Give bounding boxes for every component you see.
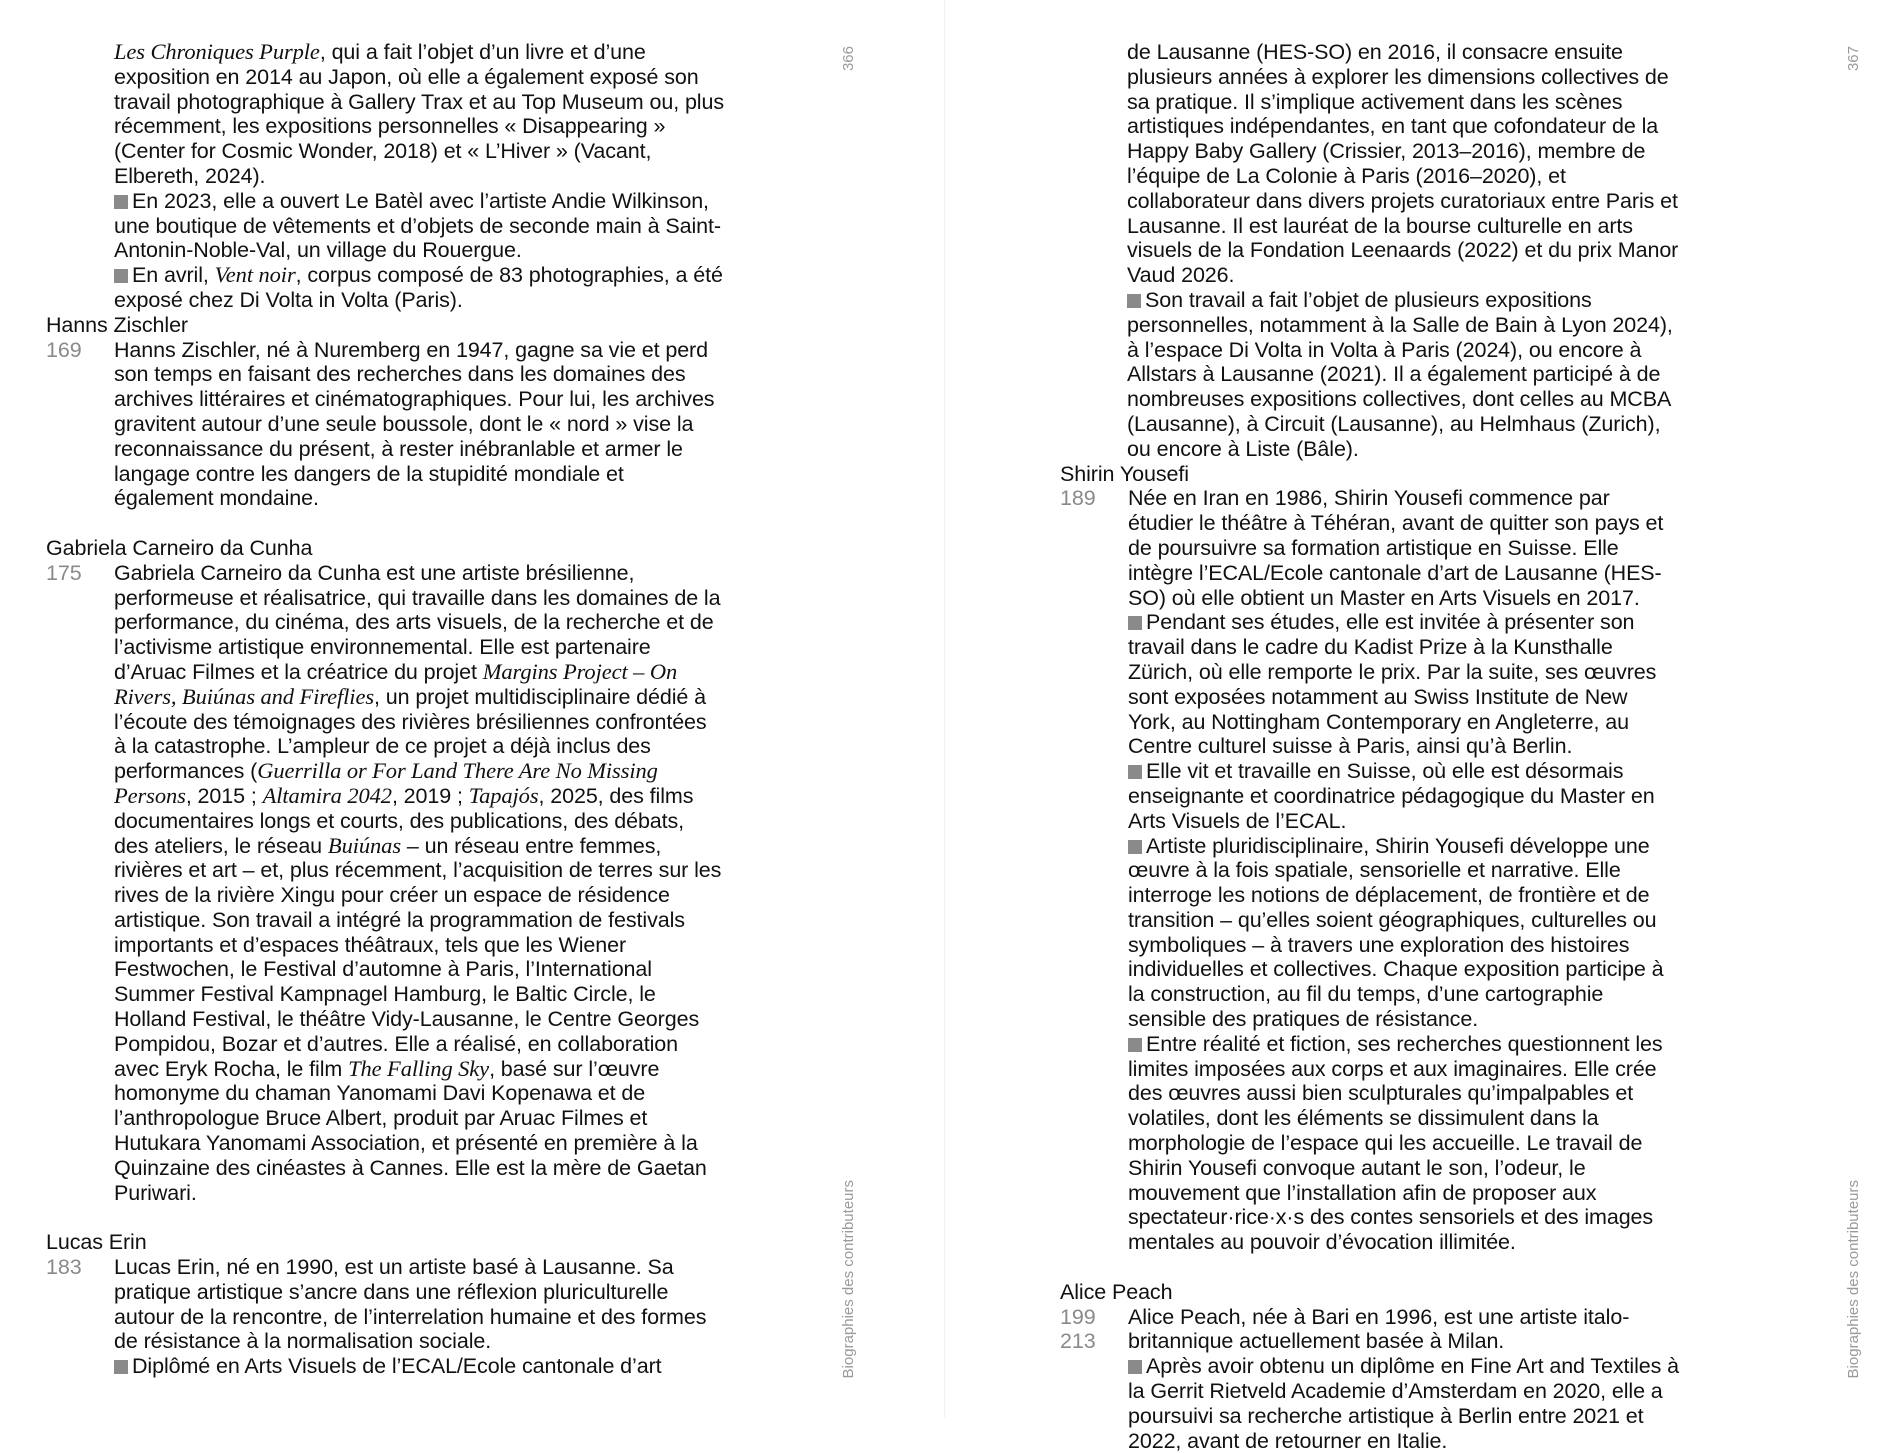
right-page [945,0,1890,1453]
entry-body [1128,1305,1680,1453]
paragraph [1128,759,1680,833]
paragraph-square-icon [1127,294,1141,308]
text-run: Artiste pluridisciplinaire, Shirin Yousefi développe une œuvre à la fois spatiale, sensorielle et narrative. Elle interroge les notions de déplacement, de frontière et de transition – qu’elles soient géographiques, culturelles ou symboliques – à travers une exploration des histoires individuelles et collectives. Chaque exposition participe à la construction, au fil du temps, d’une cartographie sensible des pratiques de résistance. [1128,833,1664,1032]
paragraph-square-icon [114,195,128,209]
paragraph-square-icon [1128,616,1142,630]
italic-title: Vent noir [214,262,296,288]
text-run: , 2015 ; [185,783,263,808]
text-run: , 2019 ; [391,783,469,808]
paragraph [114,338,724,512]
paragraph-square-icon [114,1360,128,1374]
contributor-entry [1060,462,1680,1256]
italic-title: Margins Project – On Rivers, Buiúnas and Fireflies [114,658,678,709]
text-run: , basé sur l’œuvre homonyme du chaman Yanomami Davi Kopenawa et de l’anthropologue Bruce Albert, produit par Aruac Filmes et Hutukara Yanomami Association, et présenté en première à la Quinzaine des cinéastes à Cannes. Elle est la mère de Gaetan Puriwari. [114,1056,707,1205]
paragraph [1127,40,1680,288]
right-text-column [1060,40,1680,1453]
entry-body [1127,40,1680,462]
paragraph [114,263,724,313]
italic-title: Altamira 2042 [262,782,392,808]
continuation-entry [1060,40,1680,462]
entry-body [114,1255,724,1379]
paragraph [114,40,724,189]
right-entries [1060,462,1680,1453]
contributor-name: Alice Peach [1060,1279,1173,1304]
paragraph [1128,1032,1680,1255]
text-run: , un projet multidisciplinaire dédié à l’écoute des témoignages des rivières brésiliennes confrontées à la catastrophe. L’ampleur de ce projet a déjà inclus des performances ( [114,684,707,784]
paragraph [114,561,724,1206]
text-run: de Lausanne (HES-SO) en 2016, il consacre ensuite plusieurs années à explorer les dimensions collectives de sa pratique. Il s’implique activement dans les scènes artistiques indépendantes, en tant que cofondateur de la Happy Baby Gallery (Crissier, 2013–2016), membre de l’équipe de La Colonie à Paris (2016–2020), et collaborateur dans divers projets curatoriaux entre Paris et Lausanne. Il est lauréat de la bourse culturelle en arts visuels de la Fondation Leenaards (2022) et du prix Manor Vaud 2026. [1127,40,1679,288]
text-run: , corpus composé de 83 photographies, a été exposé chez Di Volta in Volta (Paris). [114,263,723,312]
text-run: Gabriela Carneiro da Cunha est une artiste brésilienne, performeuse et réalisatrice, qui travaille dans les domaines de la performance, du cinéma, des arts visuels, de la recherche et de l’activisme artistique environnemental. Elle est partenaire d’Aruac Filmes et la créatrice du projet [114,560,721,684]
page-reference: 169 [46,337,82,362]
paragraph-square-icon [1128,1360,1142,1374]
italic-title: Buiúnas [327,832,401,858]
entry-body [114,338,724,512]
contributor-name: Shirin Yousefi [1060,461,1189,486]
left-text-column [46,40,724,1379]
left-entries [46,313,724,1379]
text-run: – un réseau entre femmes, rivières et art – et, plus récemment, l’acquisition de terres sur les rives de la rivière Xingu pour créer un espace de résidence artistique. Son travail a intégré la programmation de festivals importants et d’espaces théâtraux, tels que les Wiener Festwochen, le Festival d’automne à Paris, l’International Summer Festival Kampnagel Hamburg, le Baltic Circle, le Holland Festival, le théâtre Vidy-Lausanne, le Centre Georges Pompidou, Bozar et d’autres. Elle a réalisé, en collaboration avec Eryk Rocha, le film [114,833,722,1081]
page-references [46,1255,114,1379]
continuation-entry [46,40,724,313]
entry-body [1128,486,1680,1255]
contributor-entry [46,313,724,511]
contributor-name: Hanns Zischler [46,312,188,337]
text-run: , 2025, des films documentaires longs et courts, des publications, des débats, des ateliers, le réseau [114,783,694,858]
text-run: Son travail a fait l’objet de plusieurs expositions personnelles, notamment à la Salle de Bain à Lyon 2024), à l’espace Di Volta in Volta à Paris (2024), ou encore à Allstars à Lausanne (2021). Il a également participé à de nombreuses expositions collectives, dont celles au MCBA (Lausanne), à Circuit (Lausanne), au Helmhaus (Zurich), ou encore à Liste (Bâle). [1127,287,1673,461]
italic-title: Les Chroniques Purple [114,39,320,64]
text-run: , qui a fait l’objet d’un livre et d’une exposition en 2014 au Japon, où elle a également exposé son travail photographique à Gallery Trax et au Top Museum ou, plus récemment, les expositions personnelles « Disappearing » (Center for Cosmic Wonder, 2018) et « L’Hiver » (Vacant, Elbereth, 2024). [114,40,724,188]
page-references [46,561,114,1206]
text-run: Alice Peach, née à Bari en 1996, est une artiste italo-britannique actuellement basée à Milan. [1128,1304,1630,1354]
page-reference: 183 [46,1255,82,1280]
contributor-name: Gabriela Carneiro da Cunha [46,535,313,560]
left-page [0,0,945,1418]
entry-body [114,561,724,1206]
italic-title: Tapajós [468,782,539,808]
page-references [1060,486,1128,1255]
paragraph [114,189,724,263]
paragraph-square-icon [1128,765,1142,779]
paragraph [1128,1305,1680,1355]
page-number: 366 [840,46,857,72]
contributor-name: Lucas Erin [46,1230,147,1255]
paragraph [1128,610,1680,759]
text-run: Entre réalité et fiction, ses recherches questionnent les limites imposées aux corps et aux imaginaires. Elle crée des œuvres aussi bien sculpturales qu’impalpables et volatiles, dont les éléments se dissimulent dans la morphologie de l’espace qui les accueille. Le travail de Shirin Yousefi convoque autant le son, l’odeur, le mouvement que l’installation afin de proposer aux spectateur·rice·x·s des contes sensoriels et des images mentales au pouvoir d’évocation illimitée. [1128,1031,1663,1255]
text-run: Lucas Erin, né en 1990, est un artiste basé à Lausanne. Sa pratique artistique s’ancre dans une réflexion pluriculturelle autour de la rencontre, de l’interrelation humaine et des formes de résistance à la normalisation sociale. [114,1255,707,1354]
contributor-entry [1060,1280,1680,1453]
paragraph [1128,486,1680,610]
paragraph-square-icon [114,269,128,283]
italic-title: The Falling Sky [348,1055,490,1081]
text-run: En avril, [132,263,215,288]
text-run: Elle vit et travaille en Suisse, où elle est désormais enseignante et coordinatrice pédagogique du Master en Arts Visuels de l’ECAL. [1128,759,1655,833]
italic-title: Guerrilla or For Land There Are No Missing Persons [114,758,658,808]
page-number: 367 [1845,46,1862,72]
text-run: Née en Iran en 1986, Shirin Yousefi commence par étudier le théâtre à Téhéran, avant de quitter son pays et de poursuivre sa formation artistique en Suisse. Elle intègre l’ECAL/Ecole cantonale d’art de Lausanne (HES-SO) où elle obtient un Master en Arts Visuels en 2017. [1128,486,1664,610]
paragraph [1128,834,1680,1032]
paragraph [114,1354,724,1379]
paragraph [1127,288,1680,462]
running-title: Biographies des contributeurs [840,1179,857,1378]
paragraph [114,1255,724,1354]
paragraph-square-icon [1128,1038,1142,1052]
contributor-entry [46,1230,724,1379]
page-reference: 213 [1060,1329,1096,1354]
text-run: Après avoir obtenu un diplôme en Fine Art and Textiles à la Gerrit Rietveld Academie d’Amsterdam en 2020, elle a poursuivi sa recherche artistique à Berlin entre 2021 et 2022, avant de retourner en Italie. [1128,1354,1680,1453]
paragraph [1128,1354,1680,1453]
page-reference: 199 [1060,1304,1096,1329]
contributor-entry [46,536,724,1206]
text-run: En 2023, elle a ouvert Le Batèl avec l’artiste Andie Wilkinson, une boutique de vêtements et d’objets de seconde main à Saint-Antonin-Noble-Val, un village du Rouergue. [114,188,721,263]
running-title: Biographies des contributeurs [1845,1179,1862,1378]
page-references [46,338,114,512]
page-reference: 189 [1060,486,1096,511]
text-run: Hanns Zischler, né à Nuremberg en 1947, gagne sa vie et perd son temps en faisant des recherches dans les domaines des archives littéraires et cinématographiques. Pour lui, les archives gravitent autour d’une seule boussole, dont le « nord » vise la reconnaissance du présent, à rester inébranlable et armer le langage contre les dangers de la stupidité mondiale et également mondaine. [114,337,715,511]
entry-body [114,40,724,313]
text-run: Diplômé en Arts Visuels de l’ECAL/Ecole cantonale d’art [132,1354,662,1379]
text-run: Pendant ses études, elle est invitée à présenter son travail dans le cadre du Kadist Prize à la Kunsthalle Zürich, où elle remporte le prix. Par la suite, ses œuvres sont exposées notamment au Swiss Institute de New York, au Nottingham Contemporary en Angleterre, au Centre culturel suisse à Paris, ainsi qu’à Berlin. [1128,610,1657,759]
page-reference: 175 [46,560,82,585]
page-references [1060,1305,1128,1453]
paragraph-square-icon [1128,840,1142,854]
